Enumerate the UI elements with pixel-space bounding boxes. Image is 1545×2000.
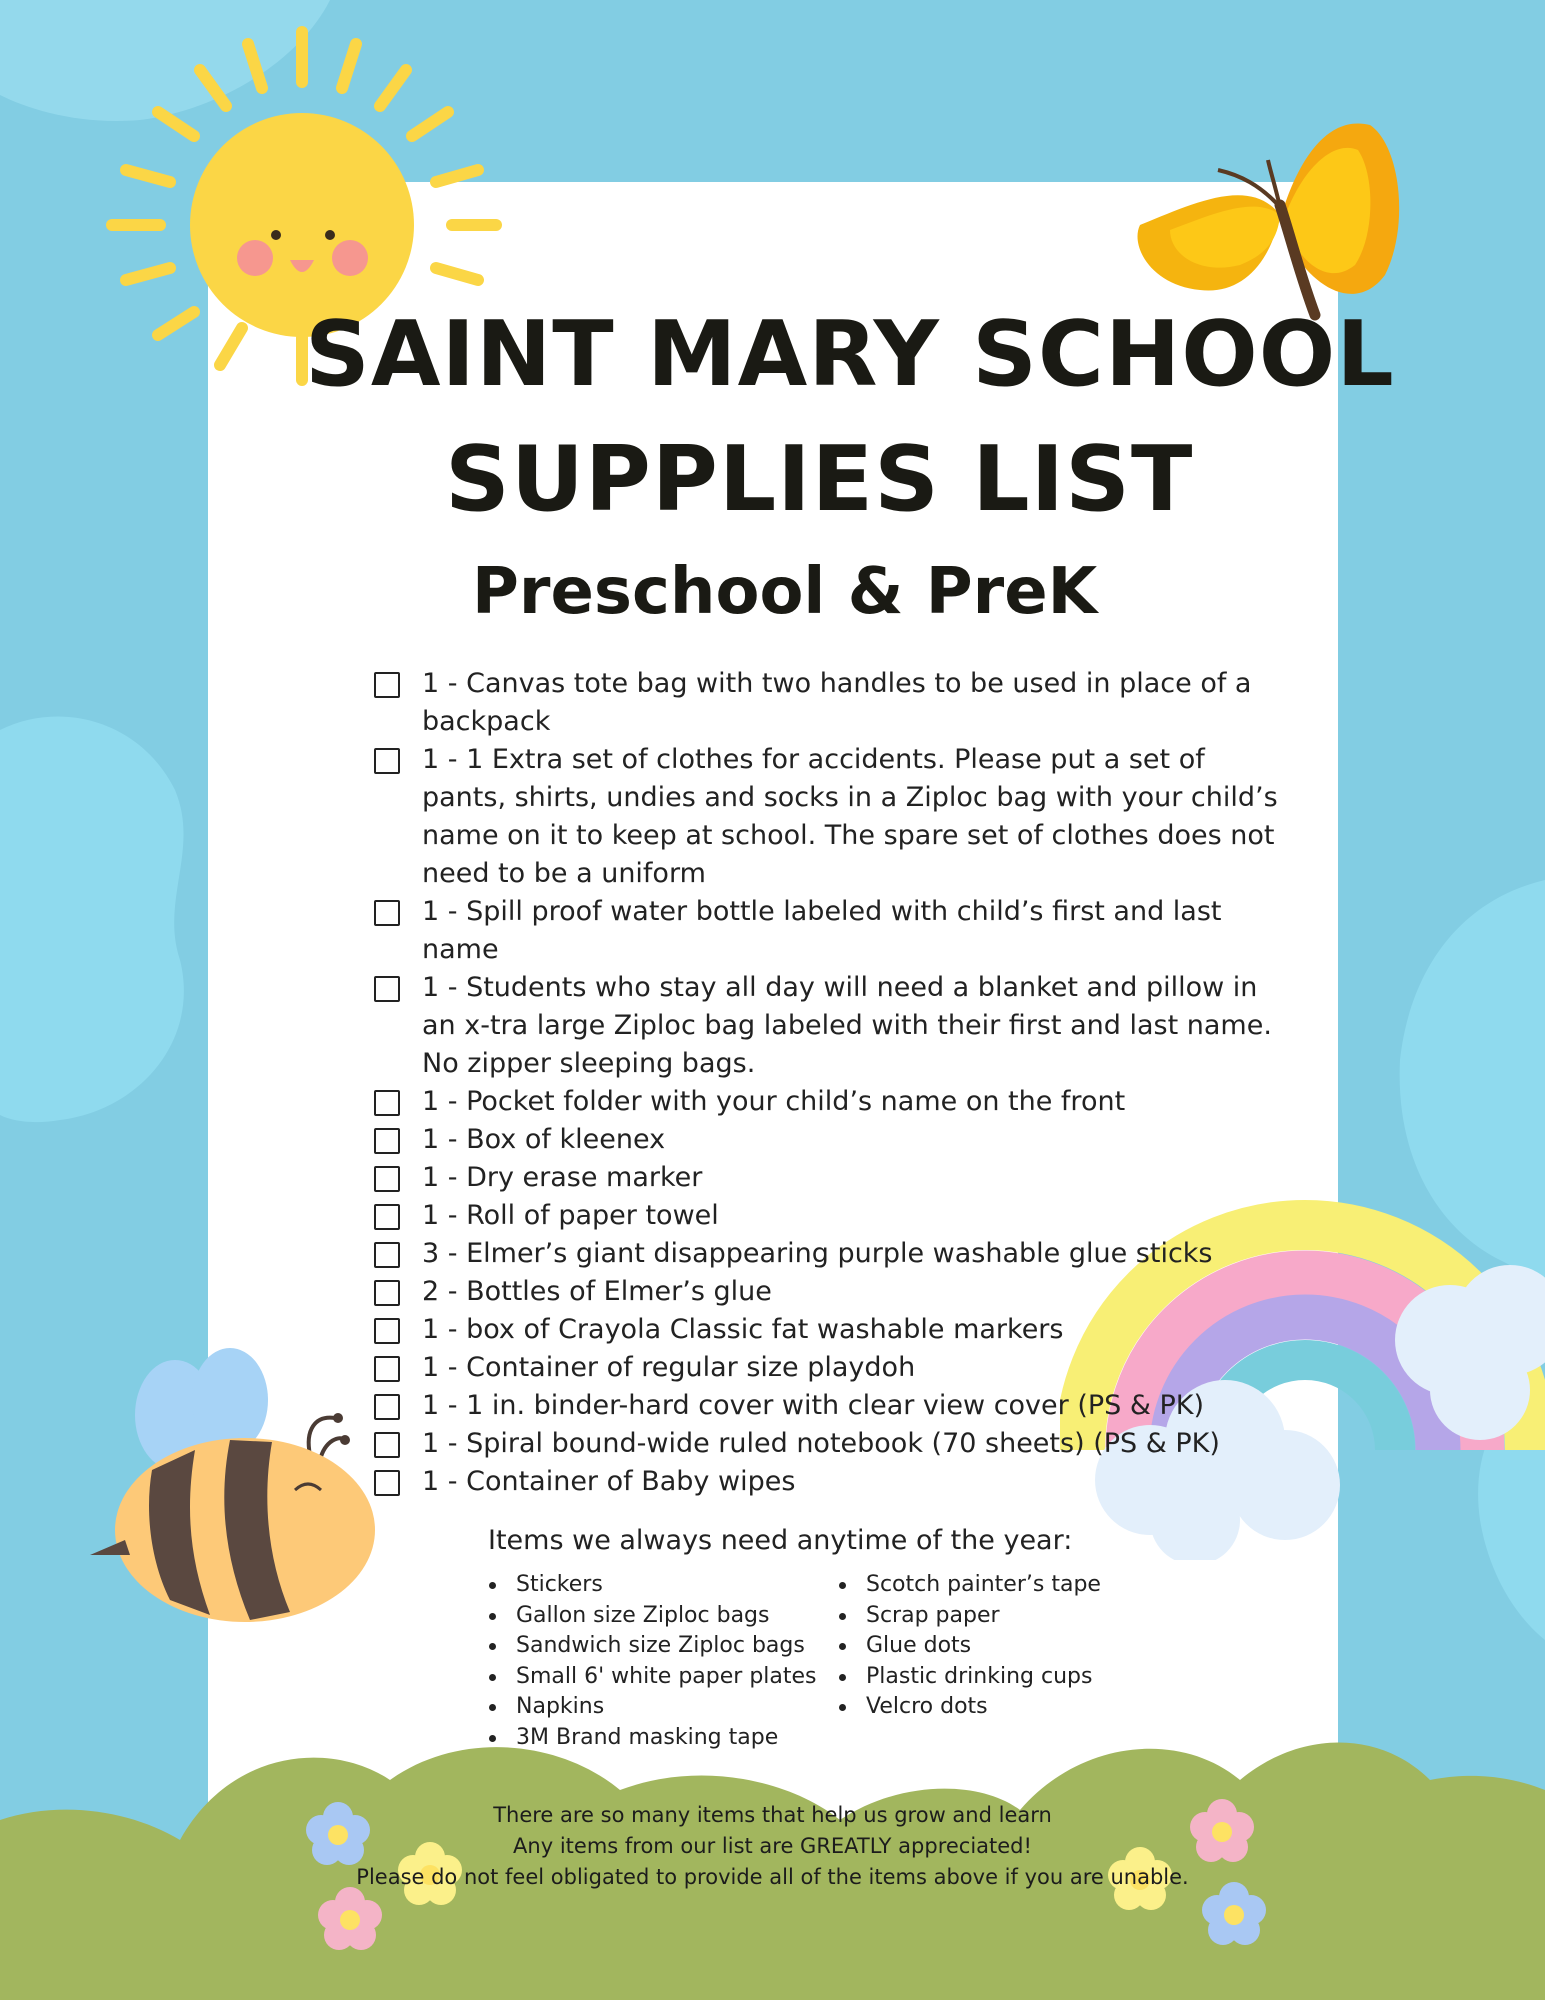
item-text: 1 - Canvas tote bag with two handles to be used in place of a backpack	[422, 668, 1252, 737]
item-text: 1 - Students who stay all day will need a blanket and pillow in an x-tra large Ziploc bag labeled with their first and last name. No zipper sleeping bags.	[422, 972, 1272, 1079]
list-item: Scrap paper	[837, 1601, 1101, 1632]
item-text: 3 - Elmer’s giant disappearing purple washable glue sticks	[422, 1238, 1213, 1269]
list-item	[372, 1235, 1292, 1273]
checkbox[interactable]	[374, 1090, 400, 1116]
always-needed-heading: Items we always need anytime of the year:	[488, 1525, 1073, 1556]
item-text: 1 - Spill proof water bottle labeled with child’s first and last name	[422, 896, 1222, 965]
always-needed-column-1	[487, 1570, 817, 1753]
item-text: 2 - Bottles of Elmer’s glue	[422, 1276, 772, 1307]
checkbox[interactable]	[374, 1128, 400, 1154]
list-item: 3M Brand masking tape	[487, 1723, 817, 1754]
list-item: Velcro dots	[837, 1692, 1101, 1723]
list-item	[372, 1311, 1292, 1349]
list-item	[372, 1121, 1292, 1159]
list-item: Scotch painter’s tape	[837, 1570, 1101, 1601]
item-text: 1 - Container of Baby wipes	[422, 1466, 796, 1497]
subtitle: Preschool & PreK	[472, 555, 1098, 629]
list-item: Stickers	[487, 1570, 817, 1601]
list-item	[372, 1463, 1292, 1501]
list-item	[372, 969, 1292, 1083]
list-item	[372, 893, 1292, 969]
checkbox[interactable]	[374, 1318, 400, 1344]
list-item	[372, 1197, 1292, 1235]
checkbox[interactable]	[374, 1394, 400, 1420]
list-item	[372, 1159, 1292, 1197]
item-text: 1 - Roll of paper towel	[422, 1200, 719, 1231]
checkbox[interactable]	[374, 1356, 400, 1382]
list-item	[372, 665, 1292, 741]
list-item	[372, 1083, 1292, 1121]
checkbox[interactable]	[374, 1166, 400, 1192]
list-item	[372, 1425, 1292, 1463]
checkbox[interactable]	[374, 1242, 400, 1268]
checkbox[interactable]	[374, 1280, 400, 1306]
list-item: Napkins	[487, 1692, 817, 1723]
list-item	[372, 1273, 1292, 1311]
bee-icon	[90, 1340, 390, 1640]
footer-line-2: Any items from our list are GREATLY appreciated!	[513, 1834, 1032, 1858]
footer-note	[0, 1800, 1545, 1893]
checkbox[interactable]	[374, 976, 400, 1002]
footer-line-3: Please do not feel obligated to provide all of the items above if you are unable.	[356, 1865, 1189, 1889]
item-text: 1 - Pocket folder with your child’s name on the front	[422, 1086, 1126, 1117]
checkbox[interactable]	[374, 1432, 400, 1458]
list-item: Gallon size Ziploc bags	[487, 1601, 817, 1632]
checkbox[interactable]	[374, 900, 400, 926]
item-text: 1 - Dry erase marker	[422, 1162, 703, 1193]
title-line-2: SUPPLIES LIST	[445, 427, 1194, 532]
list-item	[372, 1349, 1292, 1387]
item-text: 1 - 1 in. binder-hard cover with clear view cover (PS & PK)	[422, 1390, 1205, 1421]
checkbox[interactable]	[374, 672, 400, 698]
list-item	[372, 741, 1292, 893]
list-item: Glue dots	[837, 1631, 1101, 1662]
checkbox[interactable]	[374, 748, 400, 774]
list-item: Small 6' white paper plates	[487, 1662, 817, 1693]
list-item: Plastic drinking cups	[837, 1662, 1101, 1693]
title-line-1: SAINT MARY SCHOOL	[305, 302, 1395, 407]
item-text: 1 - Box of kleenex	[422, 1124, 666, 1155]
supplies-checklist	[372, 665, 1292, 1501]
checkbox[interactable]	[374, 1470, 400, 1496]
item-text: 1 - 1 Extra set of clothes for accidents. Please put a set of pants, shirts, undies and socks in a Ziploc bag with your child’s name on it to keep at school. The spare set of clothes does not need to be a uniform	[422, 744, 1278, 889]
always-needed-column-2	[837, 1570, 1101, 1723]
list-item: Sandwich size Ziploc bags	[487, 1631, 817, 1662]
footer-line-1: There are so many items that help us grow and learn	[493, 1803, 1052, 1827]
checkbox[interactable]	[374, 1204, 400, 1230]
item-text: 1 - box of Crayola Classic fat washable markers	[422, 1314, 1064, 1345]
list-item	[372, 1387, 1292, 1425]
item-text: 1 - Container of regular size playdoh	[422, 1352, 916, 1383]
item-text: 1 - Spiral bound-wide ruled notebook (70 sheets) (PS & PK)	[422, 1428, 1220, 1459]
